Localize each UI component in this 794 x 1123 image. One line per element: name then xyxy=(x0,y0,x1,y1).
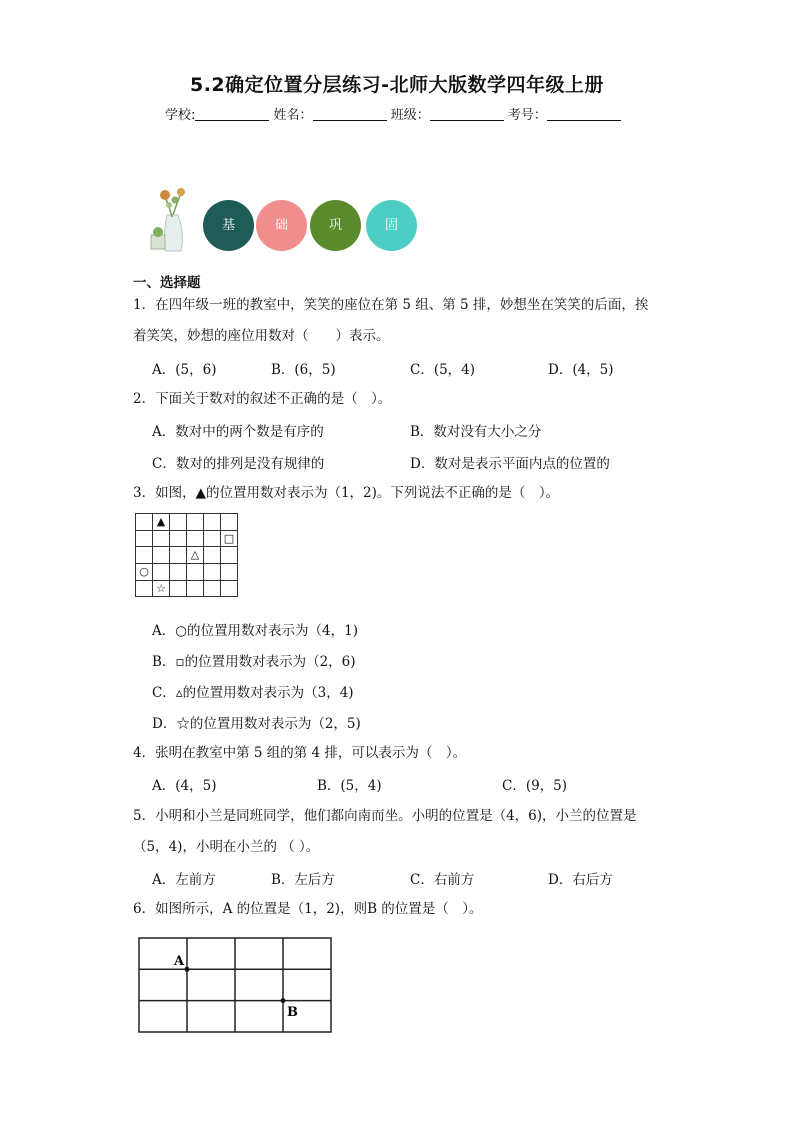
name-blank[interactable] xyxy=(313,108,387,121)
point-b-dot xyxy=(281,998,286,1003)
q2-option-c[interactable]: C．数对的排列是没有规律的 xyxy=(152,456,325,472)
q1-line1: 1．在四年级一班的教室中，笑笑的座位在第 5 组、第 5 排，妙想坐在笑笑的后面，挨 xyxy=(133,297,649,313)
info-line xyxy=(165,104,621,123)
banner-char-2: 础 xyxy=(274,218,288,233)
q5-option-d[interactable]: D．右后方 xyxy=(548,872,613,888)
q5-option-b[interactable]: B．左后方 xyxy=(271,872,335,888)
grid-triangle: △ xyxy=(187,547,204,564)
q5-line2: （5，4)，小明在小兰的 （ ）。 xyxy=(133,839,320,855)
plant-vase-icon xyxy=(145,185,195,255)
name-label: 姓名： xyxy=(273,108,313,123)
q3-option-b[interactable]: B．▫的位置用数对表示为（2，6) xyxy=(152,654,356,670)
school-label: 学校: xyxy=(165,108,196,123)
banner-circle-2 xyxy=(256,200,307,251)
number-blank[interactable] xyxy=(547,108,621,121)
q1-line2: 着笑笑，妙想的座位用数对（ ）表示。 xyxy=(133,328,390,344)
number-label: 考号： xyxy=(507,108,547,123)
class-blank[interactable] xyxy=(430,108,504,121)
point-a-dot xyxy=(185,967,190,972)
school-blank[interactable] xyxy=(195,108,269,121)
q1-option-d[interactable]: D．(4，5) xyxy=(548,362,614,378)
q3-grid xyxy=(135,513,238,597)
grid-filled-triangle: ▲ xyxy=(153,514,170,531)
q3-stem: 3．如图，▲的位置用数对表示为（1，2)。下列说法不正确的是（ ）。 xyxy=(133,485,560,501)
q5-option-c[interactable]: C．右前方 xyxy=(410,872,475,888)
q6-stem: 6．如图所示，A 的位置是（1，2)，则B 的位置是（ ）。 xyxy=(133,901,483,917)
q3-option-a[interactable]: A．○的位置用数对表示为（4，1) xyxy=(152,623,358,639)
section-title: 一、选择题 xyxy=(133,275,201,291)
class-label: 班级： xyxy=(390,108,430,123)
grid-star: ☆ xyxy=(153,580,170,597)
q4-option-b[interactable]: B．(5，4) xyxy=(317,778,382,794)
q1-option-a[interactable]: A．(5，6) xyxy=(152,362,217,378)
banner-circle-4 xyxy=(366,200,417,251)
q3-option-d[interactable]: D．☆的位置用数对表示为（2，5) xyxy=(152,716,361,732)
page-title: 5.2确定位置分层练习-北师大版数学四年级上册 xyxy=(189,74,605,96)
q4-stem: 4．张明在教室中第 5 组的第 4 排，可以表示为（ ）。 xyxy=(133,745,467,761)
q4-option-a[interactable]: A．(4，5) xyxy=(152,778,217,794)
q5-line1: 5．小明和小兰是同班同学，他们都向南而坐。小明的位置是（4，6)，小兰的位置是 xyxy=(133,808,637,824)
banner-char-3: 巩 xyxy=(328,218,342,233)
point-b-label: B xyxy=(287,1005,298,1020)
grid-square: □ xyxy=(221,530,238,547)
q1-option-c[interactable]: C．(5，4) xyxy=(410,362,476,378)
q3-option-c[interactable]: C．▵的位置用数对表示为（3，4) xyxy=(152,685,354,701)
q6-grid xyxy=(135,934,335,1036)
q2-option-b[interactable]: B．数对没有大小之分 xyxy=(410,424,542,440)
banner-char-4: 固 xyxy=(384,218,398,233)
banner-char-1: 基 xyxy=(221,218,235,233)
point-a-label: A xyxy=(174,954,185,969)
grid-circle: ○ xyxy=(136,564,153,581)
q1-option-b[interactable]: B．(6，5) xyxy=(271,362,336,378)
q2-option-d[interactable]: D．数对是表示平面内点的位置的 xyxy=(410,456,610,472)
banner-circle-3 xyxy=(310,200,361,251)
q2-option-a[interactable]: A．数对中的两个数是有序的 xyxy=(152,424,324,440)
q4-option-c[interactable]: C．(9，5) xyxy=(502,778,568,794)
q5-option-a[interactable]: A．左前方 xyxy=(152,872,216,888)
q2-stem: 2．下面关于数对的叙述不正确的是（ ）。 xyxy=(133,391,392,407)
banner-circle-1 xyxy=(203,200,254,251)
